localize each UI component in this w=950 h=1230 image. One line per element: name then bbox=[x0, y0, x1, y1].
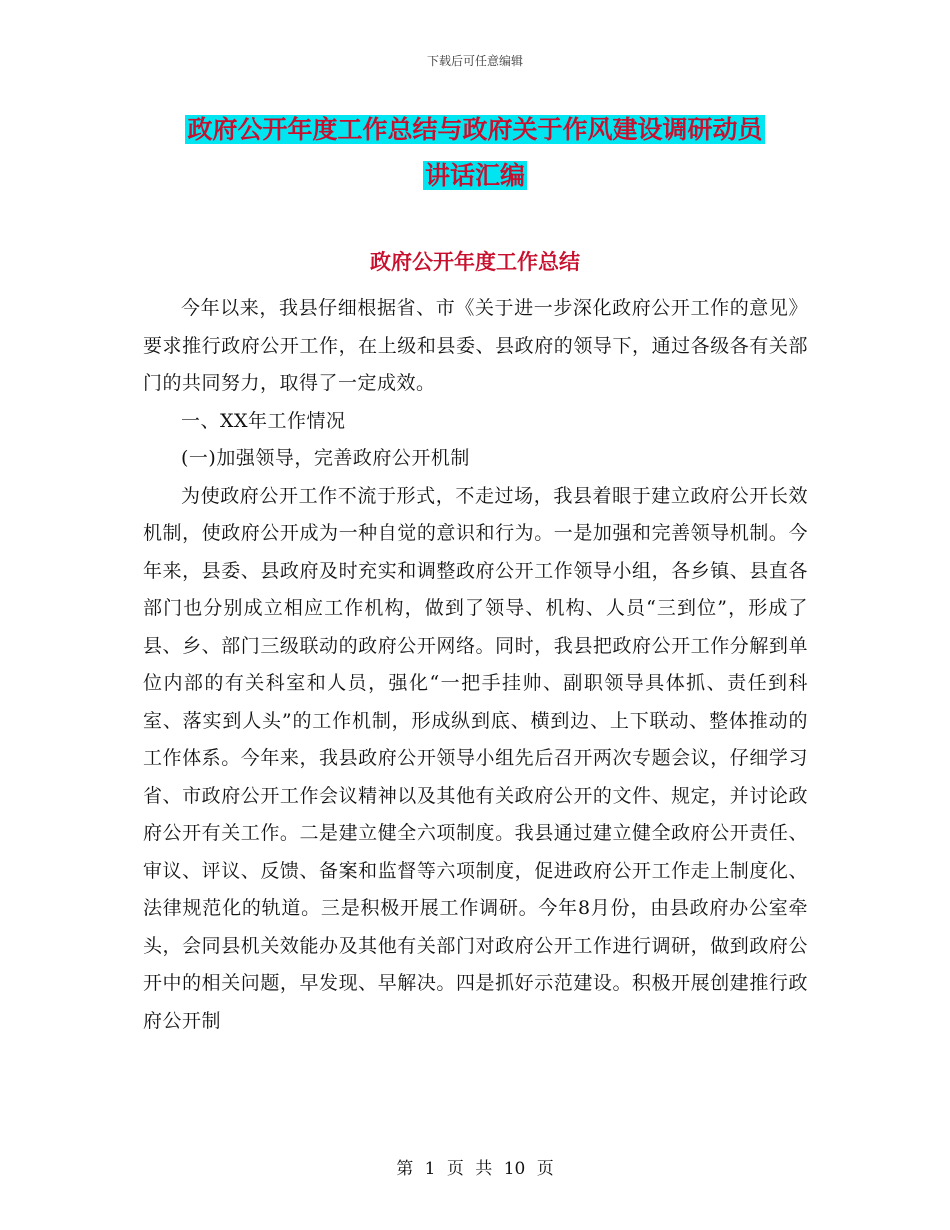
heading-level-2: (一)加强领导，完善政府公开机制 bbox=[181, 447, 470, 469]
page-footer: 第 1 页 共 10 页 bbox=[396, 1159, 554, 1179]
section-title: 政府公开年度工作总结 bbox=[370, 249, 580, 274]
document-title-line-2 bbox=[0, 156, 950, 196]
paragraph-main: 为使政府公开工作不流于形式，不走过场，我县着眼于建立政府公开长效机制，使政府公开成为一种自觉的意识和行为。一是加强和完善领导机制。今年来，县委、县政府及时充实和调整政府公开工作领导小组，各乡镇、县直各部门也分别成立相应工作机构，做到了领导、机构、人员“三到位”，形成了县、乡、部门三级联动的政府公开网络。同时，我县把政府公开工作分解到单位内部的有关科室和人员，强化“一把手挂帅、副职领导具体抓、责任到科室、落实到人头”的工作机制，形成纵到底、横到边、上下联动、整体推动的工作体系。今年来，我县政府公开领导小组先后召开两次专题会议，仔细学习省、市政府公开工作会议精神以及其他有关政府公开的文件、规定，并讨论政府公开有关工作。二是建立健全六项制度。我县通过建立健全政府公开责任、审议、评议、反馈、备案和监督等六项制度，促进政府公开工作走上制度化、法律规范化的轨道。三是积极开展工作调研。今年8月份，由县政府办公室牵头，会同县机关效能办及其他有关部门对政府公开工作进行调研，做到政府公开中的相关问题，早发现、早解决。四是抓好示范建设。积极开展创建推行政府公开制 bbox=[143, 484, 808, 1032]
heading-level-1: 一、XX年工作情况 bbox=[181, 409, 346, 432]
body-text bbox=[143, 290, 808, 1040]
paragraph-intro: 今年以来，我县仔细根据省、市《关于进一步深化政府公开工作的意见》要求推行政府公开工作，在上级和县委、县政府的领导下，通过各级各有关部门的共同努力，取得了一定成效。 bbox=[143, 297, 808, 394]
header-note: 下载后可任意编辑 bbox=[426, 54, 523, 68]
document-title-text-1: 政府公开年度工作总结与政府关于作风建设调研动员 bbox=[187, 115, 763, 144]
document-title-text-2: 讲话汇编 bbox=[424, 161, 525, 190]
document-title-line-1 bbox=[0, 110, 950, 150]
